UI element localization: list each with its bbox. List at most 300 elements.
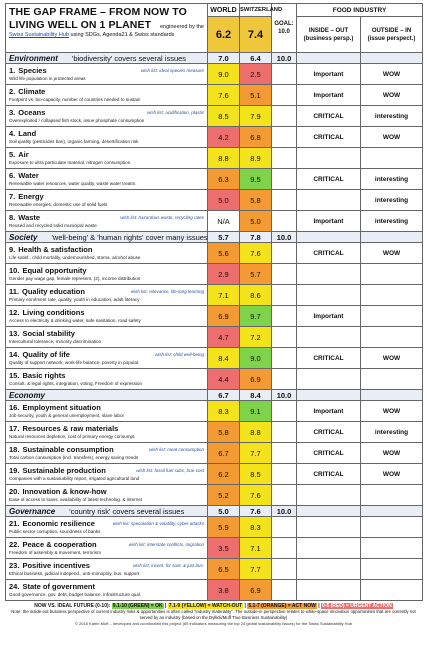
issue-switzerland-score: 2.5 bbox=[240, 64, 272, 85]
issue-switzerland-score: 7.1 bbox=[240, 538, 272, 559]
issue-title: Sustainable production bbox=[22, 466, 106, 475]
issue-inside-out: Important bbox=[297, 64, 361, 85]
issue-inside-out: CRITICAL bbox=[297, 464, 361, 485]
issue-goal-empty bbox=[272, 190, 297, 211]
issue-switzerland-score: 8.8 bbox=[240, 422, 272, 443]
issue-row bbox=[6, 517, 423, 538]
issue-inside-out bbox=[297, 264, 361, 285]
issue-goal-empty bbox=[272, 485, 297, 506]
outside-in-sub: (issue perspect.) bbox=[367, 35, 416, 42]
food-industry-header: FOOD INDUSTRY bbox=[297, 4, 423, 17]
issue-outside-in bbox=[361, 485, 423, 506]
issue-title: Living conditions bbox=[22, 308, 85, 317]
issue-description: Wild life population in protected areas bbox=[9, 76, 86, 81]
issue-number: 13. bbox=[9, 329, 20, 338]
standards-text: using SDGs, Agenda21 & Swiss standards bbox=[70, 32, 175, 38]
legend-red: 0-5 (RED) = URGENT ACTION bbox=[322, 603, 392, 609]
issue-world-score: 5.0 bbox=[208, 190, 240, 211]
issue-world-score: 6.3 bbox=[208, 169, 240, 190]
title-line-2: LIVING WELL ON 1 PLANET bbox=[9, 19, 152, 31]
issue-label-cell bbox=[6, 190, 208, 211]
issue-label-cell bbox=[6, 243, 208, 264]
issue-description: Intercultural tolerance, minority discrimination bbox=[9, 339, 102, 344]
issue-goal-empty bbox=[272, 64, 297, 85]
section-switzerland-score: 8.4 bbox=[240, 390, 272, 401]
issue-number: 21. bbox=[9, 519, 20, 528]
issue-title: Economic resilience bbox=[22, 519, 95, 528]
issue-switzerland-score: 8.9 bbox=[240, 148, 272, 169]
issue-title: Peace & cooperation bbox=[22, 540, 97, 549]
issue-description: Job security, youth & general unemployment, slave labor bbox=[9, 413, 125, 418]
issue-title: Quality education bbox=[22, 287, 85, 296]
issue-label-cell bbox=[6, 580, 208, 601]
issue-description: Primary enrolment rate, quality, youth in education, adult literacy bbox=[9, 297, 140, 302]
issue-label-cell bbox=[6, 538, 208, 559]
section-goal: 10.0 bbox=[272, 232, 297, 243]
issue-label-cell bbox=[6, 264, 208, 285]
issue-row bbox=[6, 148, 423, 169]
issue-inside-out bbox=[297, 517, 361, 538]
issue-switzerland-score: 7.9 bbox=[240, 106, 272, 127]
issue-switzerland-score: 6.8 bbox=[240, 127, 272, 148]
copyright: © 2016 Katrin Muff – developed and coordinated this project (69 indicators measuring the top 24 global sustainability issues) for the Swiss Sustainability Hub bbox=[74, 621, 353, 626]
issue-row bbox=[6, 106, 423, 127]
issue-outside-in: WOW bbox=[361, 401, 423, 422]
legend-prefix: NOW VS. IDEAL FUTURE (0-10): bbox=[34, 603, 111, 609]
issue-description: Ease of access to loans, availability of latest technolog. & internet bbox=[9, 497, 143, 502]
issue-label-cell bbox=[6, 285, 208, 306]
issue-title: Employment situation bbox=[22, 403, 101, 412]
issue-switzerland-score: 6.9 bbox=[240, 369, 272, 390]
section-row-economy bbox=[6, 390, 423, 401]
issue-goal-empty bbox=[272, 211, 297, 232]
issue-inside-out bbox=[297, 559, 361, 580]
issue-outside-in: WOW bbox=[361, 348, 423, 369]
issue-number: 3. bbox=[9, 108, 16, 117]
issue-title: Energy bbox=[18, 192, 44, 201]
issue-inside-out bbox=[297, 148, 361, 169]
engineered-by: engineered by the bbox=[159, 24, 204, 30]
issue-title: Climate bbox=[18, 87, 46, 96]
issue-outside-in bbox=[361, 369, 423, 390]
issue-label-cell bbox=[6, 306, 208, 327]
issue-label-cell bbox=[6, 85, 208, 106]
issue-description: Renewable water resources, water quality, waste water treatm. bbox=[9, 181, 137, 186]
issue-description: Consult. & legal rights, integration, voting, Freedom of expression bbox=[9, 381, 143, 386]
issue-label-cell bbox=[6, 127, 208, 148]
issue-world-score: 8.5 bbox=[208, 106, 240, 127]
issue-row bbox=[6, 306, 423, 327]
issue-row bbox=[6, 127, 423, 148]
issue-goal-empty bbox=[272, 327, 297, 348]
issue-outside-in: WOW bbox=[361, 127, 423, 148]
issue-goal-empty bbox=[272, 148, 297, 169]
issue-switzerland-score: 9.5 bbox=[240, 169, 272, 190]
section-tagline: 'biodiversity' covers several issues bbox=[71, 53, 187, 63]
issue-outside-in: interesting bbox=[361, 169, 423, 190]
issue-wish-list: wish list: relevance, life-long learning bbox=[130, 289, 204, 294]
legend: NOW VS. IDEAL FUTURE (0-10): 9.1-10 (GREEN) = OK | 7.1-9 (YELLOW) = WATCH-OUT | 5.1-7 (ORANGE) = ACT NOW | 0-5 (RED) = URGENT ACTION bbox=[34, 603, 392, 609]
title-block bbox=[6, 4, 208, 53]
issue-switzerland-score: 5.1 bbox=[240, 85, 272, 106]
issue-label-cell bbox=[6, 422, 208, 443]
issue-goal-empty bbox=[272, 243, 297, 264]
issue-goal-empty bbox=[272, 443, 297, 464]
issue-title: Equal opportunity bbox=[22, 266, 87, 275]
issue-world-score: 5.9 bbox=[208, 517, 240, 538]
issue-world-score: 4.7 bbox=[208, 327, 240, 348]
issue-switzerland-score: 7.7 bbox=[240, 443, 272, 464]
issue-goal-empty bbox=[272, 306, 297, 327]
issue-number: 10. bbox=[9, 266, 20, 275]
issue-label-cell bbox=[6, 169, 208, 190]
issue-description: Gender pay wage gap, female represent. (2), income distribution bbox=[9, 276, 141, 281]
issue-title: Resources & raw materials bbox=[22, 424, 119, 433]
issue-outside-in: WOW bbox=[361, 243, 423, 264]
issue-wish-list: wish list: hazardous waste, recycling rates bbox=[120, 215, 204, 220]
issue-world-score: 4.4 bbox=[208, 369, 240, 390]
section-switzerland-score: 7.6 bbox=[240, 506, 272, 517]
issue-description: Total carbon consumption (incl. transfers), energy saving trends bbox=[9, 455, 139, 460]
issue-goal-empty bbox=[272, 369, 297, 390]
outside-in-label: OUTSIDE – IN bbox=[371, 27, 412, 34]
issue-world-score: 9.0 bbox=[208, 64, 240, 85]
issue-wish-list: wish list: meat consumption bbox=[148, 447, 204, 452]
section-world-score: 7.0 bbox=[208, 53, 240, 64]
issue-inside-out bbox=[297, 580, 361, 601]
issue-number: 4. bbox=[9, 129, 16, 138]
issue-outside-in: interesting bbox=[361, 422, 423, 443]
issue-number: 5. bbox=[9, 150, 16, 159]
issue-label-cell bbox=[6, 517, 208, 538]
issue-title: Basic rights bbox=[22, 371, 66, 380]
issue-label-cell bbox=[6, 348, 208, 369]
issue-label-cell bbox=[6, 369, 208, 390]
section-name-cell bbox=[6, 506, 208, 517]
issue-label-cell bbox=[6, 443, 208, 464]
title-line-1: THE GAP FRAME – FROM NOW TO bbox=[9, 6, 187, 18]
issue-goal-empty bbox=[272, 127, 297, 148]
issue-wish-list: wish list: fossil fuel subs, true-cost bbox=[136, 468, 204, 473]
issue-inside-out bbox=[297, 369, 361, 390]
issue-description: Life satisf., child mortality, undernourished, stoma, alcohol abuse bbox=[9, 255, 141, 260]
issue-world-score: 5.2 bbox=[208, 485, 240, 506]
section-switzerland-score: 7.8 bbox=[240, 232, 272, 243]
issue-row bbox=[6, 485, 423, 506]
inside-out-header bbox=[297, 17, 361, 53]
issue-world-score: 2.9 bbox=[208, 264, 240, 285]
issue-label-cell bbox=[6, 401, 208, 422]
issue-number: 15. bbox=[9, 371, 20, 380]
issue-description: Companies with a sustainability report, irrigated agricultural land bbox=[9, 476, 140, 481]
issue-inside-out bbox=[297, 327, 361, 348]
issue-inside-out bbox=[297, 285, 361, 306]
issue-row bbox=[6, 538, 423, 559]
goal-value: 10.0 bbox=[278, 29, 290, 35]
issue-number: 12. bbox=[9, 308, 20, 317]
issue-world-score: 3.5 bbox=[208, 538, 240, 559]
issue-row bbox=[6, 464, 423, 485]
issue-row bbox=[6, 190, 423, 211]
issue-number: 9. bbox=[9, 245, 16, 254]
section-name-cell bbox=[6, 390, 208, 401]
issue-switzerland-score: 7.7 bbox=[240, 559, 272, 580]
issue-goal-empty bbox=[272, 422, 297, 443]
issue-title: Species bbox=[18, 66, 47, 75]
issue-outside-in: WOW bbox=[361, 85, 423, 106]
issue-goal-empty bbox=[272, 559, 297, 580]
section-row-environment bbox=[6, 53, 423, 64]
issue-outside-in bbox=[361, 285, 423, 306]
issue-goal-empty bbox=[272, 517, 297, 538]
issue-outside-in: WOW bbox=[361, 64, 423, 85]
col-switzerland: SWITZERLAND bbox=[240, 4, 272, 17]
issue-description: Reused and recycled solid municipal waste bbox=[9, 223, 97, 228]
issue-switzerland-score: 7.2 bbox=[240, 327, 272, 348]
issue-inside-out: Important bbox=[297, 211, 361, 232]
col-world: WORLD bbox=[208, 4, 240, 17]
section-outside-in-empty bbox=[361, 53, 423, 64]
issue-number: 18. bbox=[9, 445, 20, 454]
issue-world-score: 8.8 bbox=[208, 148, 240, 169]
issue-outside-in: WOW bbox=[361, 464, 423, 485]
issue-title: Innovation & know-how bbox=[22, 487, 107, 496]
goal-label: GOAL: bbox=[274, 21, 294, 27]
issue-label-cell bbox=[6, 485, 208, 506]
section-name: Governance bbox=[9, 506, 56, 516]
issue-row bbox=[6, 64, 423, 85]
section-name-cell bbox=[6, 232, 208, 243]
issue-label-cell bbox=[6, 64, 208, 85]
issue-goal-empty bbox=[272, 348, 297, 369]
issue-number: 24. bbox=[9, 582, 20, 591]
inside-out-label: INSIDE – OUT bbox=[308, 27, 349, 34]
issue-switzerland-score: 8.3 bbox=[240, 517, 272, 538]
issue-inside-out: Important bbox=[297, 306, 361, 327]
issue-number: 22. bbox=[9, 540, 20, 549]
issue-description: Public sector corruption, soundness of banks bbox=[9, 529, 101, 534]
section-world-score: 5.0 bbox=[208, 506, 240, 517]
issue-label-cell bbox=[6, 464, 208, 485]
world-total-score: 6.2 bbox=[208, 17, 240, 53]
issue-inside-out: Important bbox=[297, 85, 361, 106]
issue-goal-empty bbox=[272, 580, 297, 601]
gap-frame-sheet bbox=[5, 3, 422, 643]
issue-switzerland-score: 5.8 bbox=[240, 190, 272, 211]
issue-title: Oceans bbox=[18, 108, 46, 117]
issue-description: Overexploited / collapsed fish stock, issue phosphate consumption bbox=[9, 118, 145, 123]
issue-inside-out bbox=[297, 190, 361, 211]
issue-description: Ethical business, judicial independ., anti-monopoly, bus. support bbox=[9, 571, 140, 576]
issue-outside-in: interesting bbox=[361, 211, 423, 232]
issue-row bbox=[6, 264, 423, 285]
issue-switzerland-score: 9.1 bbox=[240, 401, 272, 422]
issue-number: 20. bbox=[9, 487, 20, 496]
issue-description: Access to electricity & drinking water, safe sanitation, road safety bbox=[9, 318, 141, 323]
issue-outside-in bbox=[361, 580, 423, 601]
issue-world-score: 6.7 bbox=[208, 443, 240, 464]
section-world-score: 6.7 bbox=[208, 390, 240, 401]
issue-world-score: 6.5 bbox=[208, 559, 240, 580]
issue-wish-list: wish list: child well-being bbox=[154, 352, 204, 357]
issue-row bbox=[6, 401, 423, 422]
section-outside-in-empty bbox=[361, 506, 423, 517]
issue-inside-out: CRITICAL bbox=[297, 106, 361, 127]
issue-row bbox=[6, 169, 423, 190]
issue-row bbox=[6, 422, 423, 443]
issue-goal-empty bbox=[272, 464, 297, 485]
inside-out-sub: (business persp.) bbox=[303, 35, 354, 42]
perspective-note: Note: the inside-out business perspective of current industry risks & opportunities is often called "industry materiality". The outside-in perspective relates to white-space innovation opportunities that are currently not served by an industry (based on the Dyllick/Muff True Business Sustainability) bbox=[11, 609, 416, 620]
section-inside-out-empty bbox=[297, 390, 361, 401]
issue-outside-in bbox=[361, 559, 423, 580]
issue-outside-in: interesting bbox=[361, 190, 423, 211]
issue-description: Exposure to ultra particulate material, nitrogen consumption bbox=[9, 160, 131, 165]
section-outside-in-empty bbox=[361, 390, 423, 401]
issue-switzerland-score: 8.5 bbox=[240, 464, 272, 485]
issue-inside-out: CRITICAL bbox=[297, 422, 361, 443]
issue-inside-out: CRITICAL bbox=[297, 348, 361, 369]
issue-label-cell bbox=[6, 327, 208, 348]
section-goal: 10.0 bbox=[272, 506, 297, 517]
issue-world-score: 5.6 bbox=[208, 243, 240, 264]
issue-wish-list: wish list: incent. for sust. & just bus. bbox=[132, 563, 204, 568]
issue-title: Social stability bbox=[22, 329, 75, 338]
issue-goal-empty bbox=[272, 85, 297, 106]
issue-outside-in: WOW bbox=[361, 443, 423, 464]
issue-title: Quality of life bbox=[22, 350, 70, 359]
section-goal: 10.0 bbox=[272, 390, 297, 401]
issue-title: Air bbox=[18, 150, 29, 159]
issue-row bbox=[6, 348, 423, 369]
gap-frame-table bbox=[5, 3, 423, 601]
issue-world-score: 3.8 bbox=[208, 580, 240, 601]
issue-inside-out: Important bbox=[297, 401, 361, 422]
section-outside-in-empty bbox=[361, 232, 423, 243]
issue-title: State of government bbox=[22, 582, 95, 591]
issue-title: Land bbox=[18, 129, 37, 138]
section-goal: 10.0 bbox=[272, 53, 297, 64]
issue-inside-out: CRITICAL bbox=[297, 169, 361, 190]
issue-description: Freedom of assembly & movement, terrorism bbox=[9, 550, 101, 555]
section-name: Society bbox=[9, 232, 38, 242]
issue-outside-in bbox=[361, 264, 423, 285]
legend-orange: 5.1-7 (ORANGE) = ACT NOW bbox=[248, 603, 316, 609]
legend-yellow: 7.1-9 (YELLOW) = WATCH-OUT bbox=[168, 603, 243, 609]
issue-number: 19. bbox=[9, 466, 20, 475]
issue-goal-empty bbox=[272, 401, 297, 422]
issue-number: 17. bbox=[9, 424, 20, 433]
issue-title: Water bbox=[18, 171, 39, 180]
section-row-society bbox=[6, 232, 423, 243]
issue-number: 1. bbox=[9, 66, 16, 75]
section-switzerland-score: 6.4 bbox=[240, 53, 272, 64]
issue-outside-in bbox=[361, 148, 423, 169]
issue-goal-empty bbox=[272, 264, 297, 285]
issue-outside-in bbox=[361, 517, 423, 538]
issue-world-score: 8.3 bbox=[208, 401, 240, 422]
issue-row bbox=[6, 327, 423, 348]
issue-world-score: 7.1 bbox=[208, 285, 240, 306]
issue-number: 23. bbox=[9, 561, 20, 570]
section-world-score: 5.7 bbox=[208, 232, 240, 243]
issue-row bbox=[6, 211, 423, 232]
issue-goal-empty bbox=[272, 285, 297, 306]
issue-goal-empty bbox=[272, 106, 297, 127]
issue-outside-in bbox=[361, 538, 423, 559]
issue-world-score: 6.2 bbox=[208, 464, 240, 485]
issue-description: Natural resources depletion, cost of primary energy consumpt. bbox=[9, 434, 136, 439]
issue-row bbox=[6, 243, 423, 264]
issue-world-score: 8.4 bbox=[208, 348, 240, 369]
issue-outside-in bbox=[361, 306, 423, 327]
issue-inside-out: CRITICAL bbox=[297, 243, 361, 264]
issue-goal-empty bbox=[272, 169, 297, 190]
issue-world-score: 6.9 bbox=[208, 306, 240, 327]
issue-title: Health & satisfaction bbox=[18, 245, 93, 254]
issue-number: 2. bbox=[9, 87, 16, 96]
issue-title: Waste bbox=[18, 213, 41, 222]
issue-outside-in bbox=[361, 327, 423, 348]
issue-description: Soil quality (pesticides ban), organic farming, desertification risk bbox=[9, 139, 139, 144]
hub-link[interactable]: Swiss Sustainability Hub bbox=[9, 32, 69, 38]
issue-wish-list: wish list: acidification, plastic bbox=[146, 110, 204, 115]
issue-row bbox=[6, 285, 423, 306]
section-row-governance bbox=[6, 506, 423, 517]
issue-row bbox=[6, 559, 423, 580]
section-inside-out-empty bbox=[297, 232, 361, 243]
section-name: Economy bbox=[9, 390, 46, 400]
issue-wish-list: wish list: speculation & volatility, cyber attacks bbox=[112, 521, 204, 526]
issue-row bbox=[6, 443, 423, 464]
issue-number: 16. bbox=[9, 403, 20, 412]
issue-inside-out: CRITICAL bbox=[297, 127, 361, 148]
issue-switzerland-score: 9.7 bbox=[240, 306, 272, 327]
issue-inside-out bbox=[297, 538, 361, 559]
legend-green: 9.1-10 (GREEN) = OK bbox=[112, 603, 163, 609]
issue-world-score: N/A bbox=[208, 211, 240, 232]
issue-switzerland-score: 5.7 bbox=[240, 264, 272, 285]
issue-number: 14. bbox=[9, 350, 20, 359]
section-name: Environment bbox=[9, 53, 58, 63]
issue-label-cell bbox=[6, 211, 208, 232]
issue-world-score: 7.6 bbox=[208, 85, 240, 106]
issue-wish-list: wish list: ideal species measure bbox=[140, 68, 204, 73]
issue-label-cell bbox=[6, 559, 208, 580]
issue-outside-in: interesting bbox=[361, 106, 423, 127]
issue-world-score: 4.2 bbox=[208, 127, 240, 148]
issue-number: 8. bbox=[9, 213, 16, 222]
issue-label-cell bbox=[6, 106, 208, 127]
issue-inside-out bbox=[297, 485, 361, 506]
issue-wish-list: wish list: interstate conflicts, migration bbox=[128, 542, 204, 547]
issue-title: Positive incentives bbox=[22, 561, 90, 570]
issue-goal-empty bbox=[272, 538, 297, 559]
issue-description: Quality of support network, work-life balance, poverty in populat. bbox=[9, 360, 140, 365]
section-tagline: 'well-being' & 'human rights' cover many issues bbox=[51, 232, 208, 242]
outside-in-header bbox=[361, 17, 423, 53]
issue-title: Sustainable consumption bbox=[22, 445, 114, 454]
issue-description: Renewable energies, domestic use of solid fuels bbox=[9, 202, 108, 207]
issue-switzerland-score: 7.6 bbox=[240, 243, 272, 264]
issue-inside-out: CRITICAL bbox=[297, 443, 361, 464]
issue-number: 11. bbox=[9, 287, 20, 296]
section-inside-out-empty bbox=[297, 53, 361, 64]
issue-description: Good governance, gov. debt, budget balance, infrastructure qual. bbox=[9, 592, 142, 597]
section-name-cell bbox=[6, 53, 208, 64]
issue-switzerland-score: 6.9 bbox=[240, 580, 272, 601]
issue-row bbox=[6, 369, 423, 390]
